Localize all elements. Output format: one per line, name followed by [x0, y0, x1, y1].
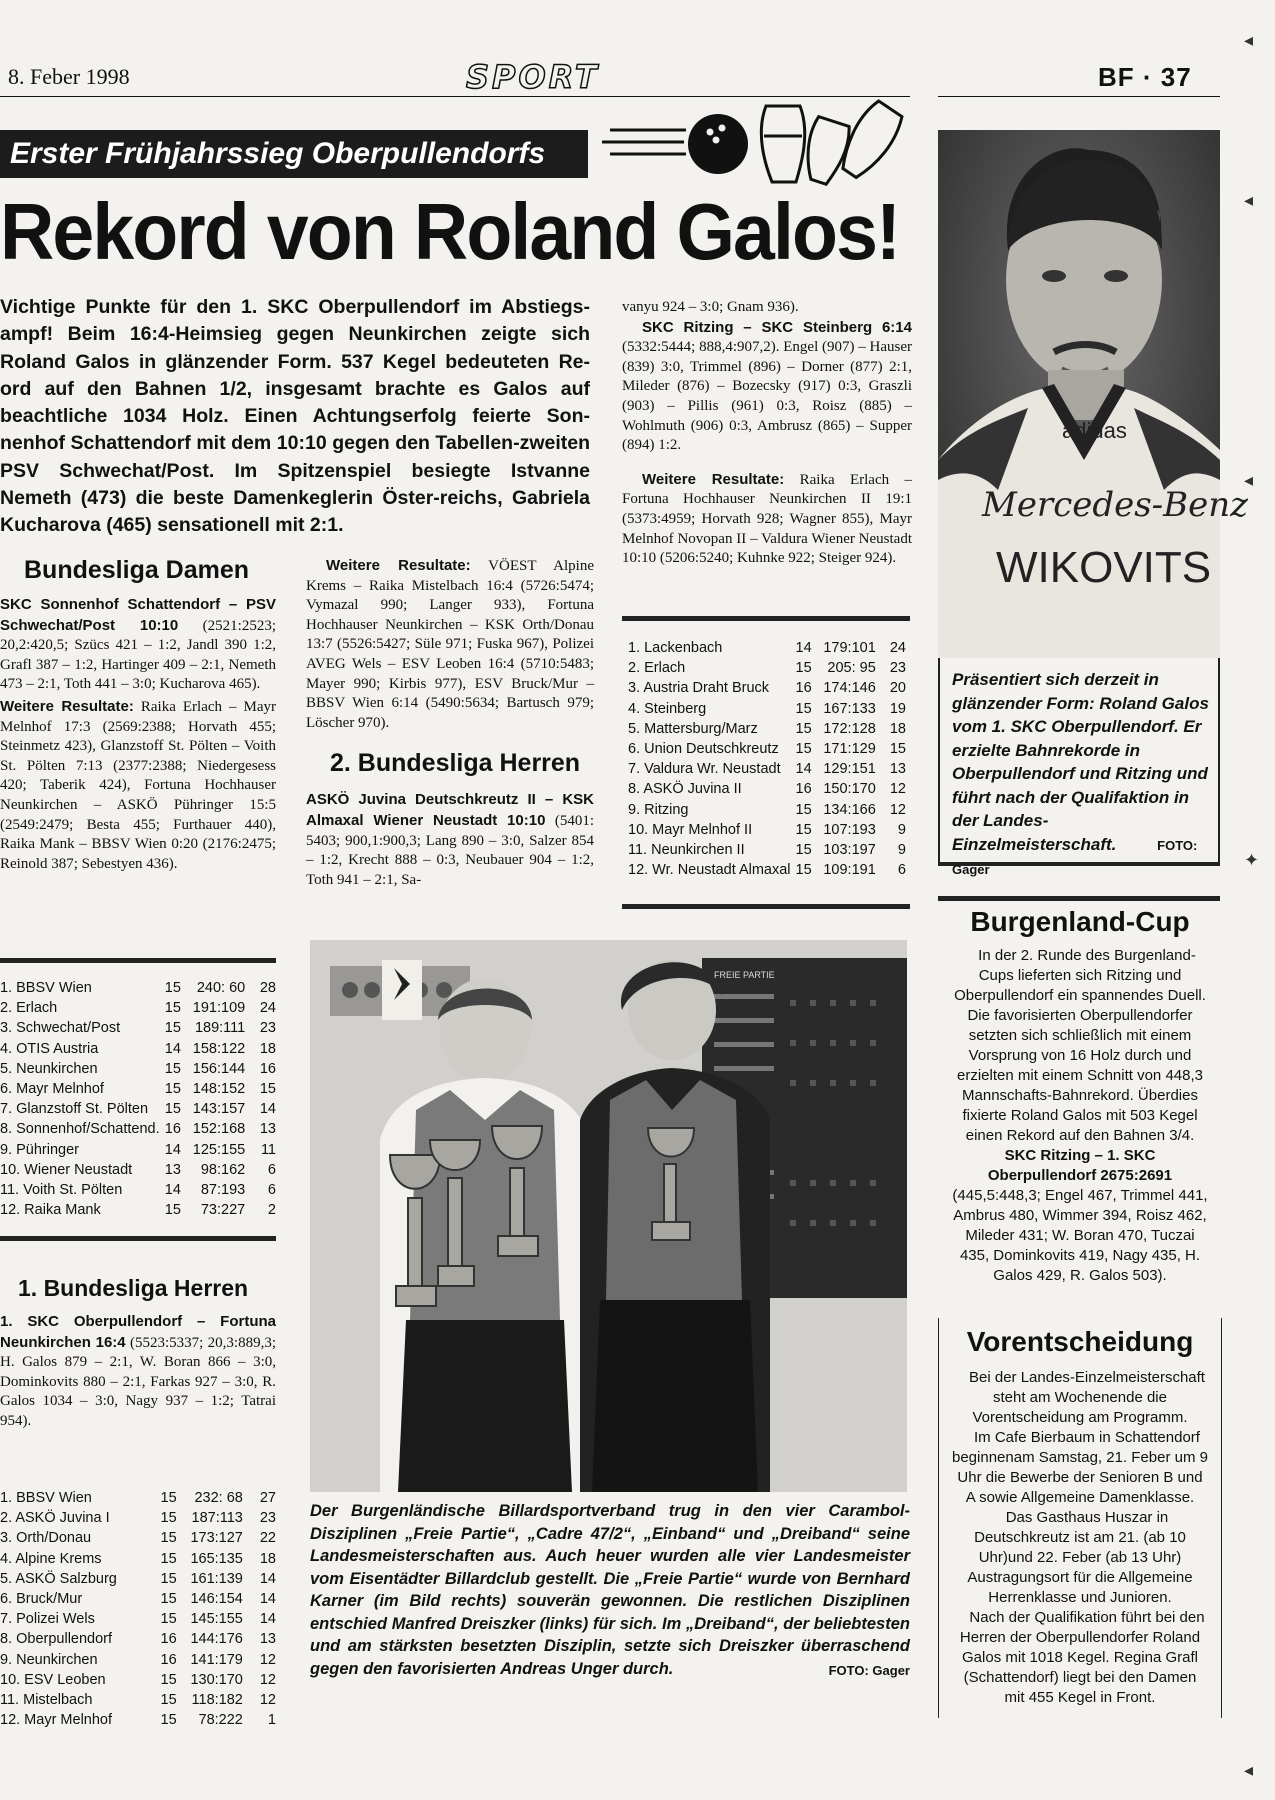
table-rule — [622, 904, 910, 909]
table-row — [628, 820, 906, 840]
games-cell: 15 — [160, 1712, 177, 1729]
portrait-photo — [938, 130, 1249, 658]
points-cell: 125:155 — [192, 1141, 246, 1158]
team-cell: 6. Union Deutschkreutz — [628, 741, 779, 758]
score-cell: 9 — [897, 821, 906, 838]
score-cell: 15 — [259, 1081, 276, 1098]
ritzing-match-text: (5332:5444; 888,4:907,2). Engel (907) – Hauser (839) 3:0, Trimmel (896) – Dorner (877) 2:1, Mileder (876) – Bozecsky (917) 0:3, Graszli (903) – Pillis (961) 0:3, Roisz (885) – Wohlmuth (906) 0:3, Ambrusz (865) – Supper (894) 1:2. — [622, 339, 912, 454]
points-cell: 187:113 — [191, 1510, 243, 1527]
team-cell: 8. Oberpullendorf — [0, 1631, 113, 1648]
standings-table-herren2 — [628, 638, 906, 880]
team-cell: 8. Sonnenhof/Schattend. — [0, 1121, 160, 1138]
table-row — [0, 1079, 276, 1099]
team-cell: 4. Alpine Krems — [0, 1550, 102, 1567]
score-cell: 14 — [259, 1101, 276, 1118]
standings-table-damen — [0, 978, 276, 1220]
portrait-caption-text: Präsentiert sich derzeit in glänzender Form: Roland Galos vom 1. SKC Oberpullendorf. Er erzielte Bahnrekorde in Oberpullendorf und Ritzing und führt nach der Qualifaktion in der Landes-Einzelmeisterschaft. — [952, 670, 1209, 854]
table-row — [0, 1710, 276, 1730]
score-cell: 13 — [259, 1631, 276, 1648]
table-row — [628, 800, 906, 820]
burgenland-cup-heading: Burgenland-Cup — [970, 906, 1190, 937]
games-cell: 15 — [160, 1611, 177, 1628]
games-cell: 14 — [164, 1181, 181, 1198]
games-cell: 15 — [160, 1510, 177, 1527]
score-cell: 19 — [889, 700, 906, 717]
games-cell: 16 — [795, 680, 812, 697]
games-cell: 15 — [795, 700, 812, 717]
score-cell: 18 — [889, 720, 906, 737]
table-row — [0, 1650, 276, 1670]
team-cell: 2. Erlach — [628, 660, 686, 677]
score-cell: 12 — [889, 781, 906, 798]
table-row — [0, 998, 276, 1018]
table-row — [628, 719, 906, 739]
points-cell: 145:155 — [190, 1611, 243, 1628]
score-cell: 18 — [259, 1550, 276, 1567]
table-rule — [0, 958, 276, 963]
points-cell: 98:162 — [200, 1161, 246, 1178]
billiards-photo — [310, 940, 907, 1492]
games-cell: 15 — [164, 1202, 181, 1219]
table-row — [628, 678, 906, 698]
games-cell: 14 — [164, 1141, 181, 1158]
table-row — [628, 699, 906, 719]
points-cell: 109:191 — [823, 862, 876, 879]
table-row — [0, 1039, 276, 1059]
points-cell: 189:111 — [194, 1020, 246, 1037]
score-cell: 23 — [259, 1020, 276, 1037]
team-cell: 10. Mayr Melnhof II — [628, 821, 753, 838]
games-cell: 14 — [795, 640, 812, 657]
team-cell: 9. Neunkirchen — [0, 1651, 98, 1668]
games-cell: 15 — [160, 1591, 177, 1608]
column-3 — [622, 298, 912, 569]
bowling-logo-icon — [596, 92, 916, 192]
table-row — [628, 759, 906, 779]
table-row — [0, 1180, 276, 1200]
points-cell: 107:193 — [823, 821, 876, 838]
burgenland-cup-section — [952, 906, 1208, 1286]
points-cell: 148:152 — [192, 1081, 246, 1098]
column-2 — [306, 556, 594, 890]
games-cell: 15 — [160, 1570, 177, 1587]
points-cell: 134:166 — [823, 801, 876, 818]
points-cell: 73:227 — [200, 1202, 246, 1219]
col3-text-a: vanyu 924 – 3:0; Gnam 936). — [622, 299, 799, 315]
points-cell: 174:146 — [823, 680, 876, 697]
points-cell: 146:154 — [190, 1591, 243, 1608]
shirt-script: Mercedes-Benz — [982, 485, 1249, 525]
points-cell: 141:179 — [190, 1651, 243, 1668]
edge-mark: ◂ — [1244, 470, 1254, 490]
team-cell: 4. OTIS Austria — [0, 1040, 99, 1057]
team-cell: 3. Schwechat/Post — [0, 1020, 121, 1037]
damen-report — [0, 595, 276, 695]
games-cell: 14 — [795, 761, 812, 778]
col2-more-results — [306, 556, 594, 733]
table-row — [0, 1528, 276, 1548]
table-row — [0, 1200, 276, 1220]
games-cell: 16 — [164, 1121, 181, 1138]
col2-more-label: Weitere Resultate: — [326, 557, 471, 574]
score-cell: 14 — [259, 1570, 276, 1587]
team-cell: 11. Neunkirchen II — [628, 841, 745, 858]
score-cell: 23 — [889, 660, 906, 677]
col3-more-text: Raika Erlach – Fortuna Hochhauser Neunkirchen II 19:1 (5373:4959; Horvath 928; Wagner 855), Mayr Melnhof Novopan II – Valdura Wiener Neustadt 10:10 (5206:5240; Kuhnke 922; Steiger 924). — [622, 471, 912, 567]
burgenland-cup-text: In der 2. Runde des Burgenland-Cups lieferten sich Ritzing und Oberpullendorf ein spannendes Duell. Die favorisierten Oberpullendorfer setzten sich schließlich mit einem Vorsprung von 16 Holz durch und erzielten mit einem Schnitt von 448,3 Mannschafts-Bahnrekord. Überdies fixierte Roland Galos mit 503 Kegel einen Rekord auf den Bahnen 3/4. — [954, 947, 1206, 1144]
herren1-report — [0, 1312, 276, 1432]
score-cell: 23 — [259, 1510, 276, 1527]
games-cell: 16 — [795, 781, 812, 798]
section-heading-herren1: 1. Bundesliga Herren — [18, 1275, 249, 1301]
vorentscheidung-box — [938, 1318, 1222, 1718]
burgenland-cup-match-text: (445,5:448,3; Engel 467, Trimmel 441, Ambrus 480, Wimmer 394, Roisz 462, Mileder 431; W. Boran 470, Tuczai 435, Dominkovits 419, Nagy 435, H. Galos 429, R. Galos 503). — [952, 1187, 1208, 1284]
points-cell: 118:182 — [191, 1691, 243, 1708]
table-row — [0, 1569, 276, 1589]
score-cell: 1 — [267, 1712, 276, 1729]
billiards-credit: FOTO: Gager — [828, 1662, 910, 1678]
shirt-name: WIKOVITS — [996, 543, 1212, 592]
points-cell: 205: 95 — [827, 660, 876, 677]
team-cell: 10. ESV Leoben — [0, 1671, 106, 1688]
team-cell: 7. Glanzstoff St. Pölten — [0, 1101, 149, 1118]
points-cell: 152:168 — [192, 1121, 246, 1138]
vorentscheidung-p2: Im Cafe Bierbaum in Schattendorf beginnenam Samstag, 21. Feber um 9 Uhr die Bewerbe der Senioren B und A sowie Allgemeine Damenklasse. — [952, 1429, 1208, 1506]
team-cell: 1. Lackenbach — [628, 640, 723, 657]
billiards-caption — [310, 1500, 910, 1682]
table-row — [628, 658, 906, 678]
team-cell: 1. BBSV Wien — [0, 980, 92, 997]
games-cell: 16 — [160, 1651, 177, 1668]
points-cell: 167:133 — [823, 700, 876, 717]
score-cell: 18 — [259, 1040, 276, 1057]
games-cell: 15 — [795, 821, 812, 838]
score-cell: 12 — [259, 1691, 276, 1708]
page-number: BF · 37 — [1098, 62, 1192, 92]
standings-table-herren1 — [0, 1488, 276, 1730]
team-cell: 1. BBSV Wien — [0, 1490, 92, 1507]
table-row — [0, 1549, 276, 1569]
edge-mark: ◂ — [1244, 1760, 1254, 1780]
herren2-report — [306, 790, 594, 890]
vorentscheidung-p4: Nach der Qualifikation führt bei den Herren der Oberpullendorfer Roland Galos mit 1018 Kegel. Regina Grafl (Schattendorf) liegt bei den Damen mit 455 Kegel in Front. — [959, 1609, 1205, 1706]
vorentscheidung-p1: Bei der Landes-Einzelmeisterschaft steht am Wochenende die Vorentscheidung am Programm. — [969, 1369, 1205, 1426]
box-rule — [938, 896, 1220, 901]
points-cell: 129:151 — [823, 761, 876, 778]
games-cell: 15 — [160, 1691, 177, 1708]
points-cell: 171:129 — [823, 741, 876, 758]
team-cell: 12. Wr. Neustadt Almaxal — [628, 862, 791, 879]
points-cell: 232: 68 — [194, 1490, 243, 1507]
table-row — [0, 978, 276, 998]
table-row — [0, 1099, 276, 1119]
score-cell: 14 — [259, 1611, 276, 1628]
team-cell: 11. Voith St. Pölten — [0, 1181, 123, 1198]
team-cell: 2. ASKÖ Juvina I — [0, 1510, 110, 1527]
col3-more-label: Weitere Resultate: — [642, 470, 785, 488]
games-cell: 15 — [160, 1550, 177, 1567]
section-title: SPORT — [466, 58, 600, 96]
team-cell: 3. Orth/Donau — [0, 1530, 92, 1547]
games-cell: 15 — [795, 741, 812, 758]
score-cell: 13 — [259, 1121, 276, 1138]
score-cell: 12 — [889, 801, 906, 818]
points-cell: 156:144 — [192, 1060, 246, 1077]
herren2-match-text: (5401: 5403; 900,1:900,3; Lang 890 – 3:0, Salzer 854 – 1:2, Krecht 888 – 0:3, Neubauer 904 – 1:2, Toth 941 – 2:1, Sa- — [306, 812, 594, 888]
games-cell: 16 — [160, 1631, 177, 1648]
main-headline: Rekord von Roland Galos! — [0, 187, 900, 276]
table-row — [0, 1119, 276, 1139]
table-row — [0, 1160, 276, 1180]
games-cell: 13 — [164, 1161, 181, 1178]
shirt-brand: adidas — [1062, 418, 1127, 443]
points-cell: 240: 60 — [196, 980, 246, 997]
issue-date: 8. Feber 1998 — [8, 64, 130, 89]
games-cell: 15 — [164, 1020, 181, 1037]
games-cell: 15 — [160, 1671, 177, 1688]
column-1 — [0, 556, 276, 874]
games-cell: 15 — [164, 1060, 181, 1077]
table-row — [0, 1609, 276, 1629]
col3-more-results — [622, 470, 912, 569]
table-row — [0, 1629, 276, 1649]
table-row — [628, 860, 906, 880]
table-row — [0, 1670, 276, 1690]
games-cell: 15 — [795, 841, 812, 858]
team-cell: 5. Mattersburg/Marz — [628, 720, 758, 737]
damen-more-text: Raika Erlach – Mayr Melnhof 17:3 (2569:2388; Horvath 455; Steinmetz 423), Glanzstoff St. Pölten – Voith St. Pölten 7:13 (2377:2388; Niedergesess 420; Taberik 424), Fortuna Hochhauser Neunkirchen – ASKÖ Pühringer 15:5 (2549:2479; Besta 455; Furthauer 440), Raika Mank – BBSV Wien 0:20 (2176:2475; Reinold 387; Sebestyen 436). — [0, 698, 277, 872]
table-row — [0, 1690, 276, 1710]
table-row — [628, 779, 906, 799]
points-cell: 78:222 — [198, 1712, 243, 1729]
team-cell: 5. Neunkirchen — [0, 1060, 98, 1077]
lead-paragraph: Vichtige Punkte für den 1. SKC Oberpullendorf im Abstiegs-ampf! Beim 16:4-Heimsieg gegen Neunkirchen zeigte sich Roland Galos in glänzender Form. 537 Kegel bedeuteten Re-ord auf den Bahnen 1/2, insgesamt brachte es Galos auf beachtliche 1034 Holz. Einen Achtungserfolg feierte Son-nenhof Schattendorf mit dem 10:10 gegen den Tabellen-zweiten PSV Schwechat/Post. Im Spitzenspiel besiegte Istvanne Nemeth (473) die beste Damenkeglerin Öster-reichs, Gabriela Kucharova (465) sensationell mit 2:1. — [0, 296, 590, 537]
games-cell: 15 — [164, 1081, 181, 1098]
games-cell: 15 — [164, 980, 181, 997]
portrait-caption — [952, 668, 1212, 882]
points-cell: 172:128 — [823, 720, 876, 737]
billiards-caption-text: Der Burgenländische Billardsportverband trug in den vier Carambol-Disziplinen „Freie Partie“, „Cadre 47/2“, „Einband“ und „Dreiband“ seine Landesmeisterschaften aus. Auch heuer wurden alle vier Landesmeister vom Eisentädter Billardclub gestellt. Die „Freie Partie“ wurde von Bernhard Karner (im Bild rechts) souverän gewonnen. Die restlichen Disziplinen entschied Manfred Dreiszker (links) für sich. Im „Dreiband“, der beliebtesten und am stärksten besetzten Disziplin, setzte sich Dreiszker überraschend gegen den favorisierten Andreas Unger durch. — [310, 1502, 910, 1678]
points-cell: 143:157 — [192, 1101, 246, 1118]
vorentscheidung-heading: Vorentscheidung — [966, 1326, 1194, 1357]
ritzing-match: SKC Ritzing – SKC Steinberg 6:14 — [642, 318, 912, 336]
score-cell: 9 — [897, 841, 906, 858]
team-cell: 8. ASKÖ Juvina II — [628, 781, 742, 798]
team-cell: 7. Valdura Wr. Neustadt — [628, 761, 781, 778]
billiards-image — [310, 940, 907, 1492]
team-cell: 10. Wiener Neustadt — [0, 1161, 133, 1178]
points-cell: 103:197 — [823, 841, 876, 858]
games-cell: 15 — [164, 1000, 181, 1017]
burgenland-cup-report — [952, 1146, 1208, 1286]
table-row — [0, 1059, 276, 1079]
edge-mark: ◂ — [1244, 190, 1254, 210]
score-cell: 2 — [267, 1202, 276, 1219]
team-cell: 2. Erlach — [0, 1000, 58, 1017]
games-cell: 15 — [795, 720, 812, 737]
games-cell: 15 — [795, 660, 812, 677]
edge-mark: ◂ — [1244, 30, 1254, 50]
damen-match-text: (2521:2523; 20,2:420,5; Szücs 421 – 1:2, Jandl 390 1:2, Grafl 387 – 1:2, Hartinger 409 – 2:1, Nemeth 473 – 2:1, Toth 441 – 3:0; Kucharova 465). — [0, 617, 276, 693]
table-rule — [0, 1236, 276, 1241]
points-cell: 179:101 — [823, 640, 876, 657]
games-cell: 15 — [160, 1490, 177, 1507]
ritzing-report — [622, 318, 912, 456]
portrait-image — [938, 130, 1249, 658]
masthead-rule-right — [938, 96, 1220, 97]
team-cell: 9. Pühringer — [0, 1141, 79, 1158]
table-row — [0, 1508, 276, 1528]
games-cell: 15 — [795, 862, 812, 879]
section-heading-herren2: 2. Bundesliga Herren — [330, 749, 581, 778]
herren2-match: ASKÖ Juvina Deutschkreutz II – KSK Almaxal Wiener Neustadt 10:10 — [306, 791, 594, 829]
kicker-bar: Erster Frühjahrssieg Oberpullendorfs — [0, 130, 588, 178]
team-cell: 7. Polizei Wels — [0, 1611, 95, 1628]
points-cell: 158:122 — [192, 1040, 246, 1057]
team-cell: 12. Mayr Melnhof — [0, 1712, 113, 1729]
table-row — [628, 638, 906, 658]
burgenland-cup-match: SKC Ritzing – 1. SKC Oberpullendorf 2675:2691 — [987, 1147, 1173, 1184]
score-cell: 27 — [259, 1490, 276, 1507]
team-cell: 5. ASKÖ Salzburg — [0, 1570, 117, 1587]
points-cell: 191:109 — [192, 1000, 246, 1017]
score-cell: 20 — [889, 680, 906, 697]
score-cell: 11 — [260, 1141, 276, 1158]
table-row — [0, 1589, 276, 1609]
games-cell: 14 — [164, 1040, 181, 1057]
damen-match: SKC Sonnenhof Schattendorf – PSV Schwechat/Post 10:10 — [0, 596, 276, 634]
vorentscheidung-p3: Das Gasthaus Huszar in Deutschkreutz ist am 21. (ab 10 Uhr)und 22. Feber (ab 13 Uhr) Austragungsort für die Allgemeine Herrenklasse und Junioren. — [967, 1509, 1193, 1606]
table-row — [628, 840, 906, 860]
team-cell: 6. Mayr Melnhof — [0, 1081, 104, 1098]
score-cell: 14 — [259, 1591, 276, 1608]
score-cell: 12 — [259, 1671, 276, 1688]
damen-more-results — [0, 697, 276, 874]
score-cell: 6 — [267, 1181, 276, 1198]
col2-more-text: VÖEST Alpine Krems – Raika Mistelbach 16:4 (5726:5474; Vymazal 990; Langer 933), Fortuna Hochhauser Neunkirchen – KSK Orth/Donau 13:7 (5526:5427; Süle 971; Fuska 967), Polizei AVEG Wels – ESV Leoben 16:4 (5710:5483; Mayer 990; Kirbis 977), ESV Bruck/Mur – BBSV Wien 6:14 (5490:5634; Bartusch 979; Löscher 970). — [306, 558, 594, 731]
team-cell: 3. Austria Draht Bruck — [628, 680, 770, 697]
points-cell: 161:139 — [190, 1570, 243, 1587]
table-rule — [622, 616, 910, 621]
table-row — [0, 1018, 276, 1038]
games-cell: 15 — [795, 801, 812, 818]
section-heading-damen: Bundesliga Damen — [24, 556, 250, 584]
score-cell: 22 — [259, 1530, 276, 1547]
score-cell: 28 — [259, 980, 276, 997]
score-cell: 12 — [259, 1651, 276, 1668]
points-cell: 165:135 — [190, 1550, 243, 1567]
score-cell: 13 — [889, 761, 906, 778]
edge-mark: ✦ — [1244, 850, 1260, 870]
damen-more-label: Weitere Resultate: — [0, 697, 134, 715]
points-cell: 87:193 — [200, 1181, 246, 1198]
points-cell: 130:170 — [190, 1671, 243, 1688]
portrait-credit: FOTO: Gager — [952, 837, 1198, 877]
score-cell: 15 — [889, 741, 906, 758]
table-row — [628, 739, 906, 759]
score-cell: 24 — [259, 1000, 276, 1017]
games-cell: 15 — [164, 1101, 181, 1118]
team-cell: 11. Mistelbach — [0, 1691, 93, 1708]
team-cell: 6. Bruck/Mur — [0, 1591, 83, 1608]
score-cell: 6 — [897, 862, 906, 879]
score-cell: 16 — [259, 1060, 276, 1077]
column-1-lower — [0, 1275, 276, 1432]
herren1-match: 1. SKC Oberpullendorf – Fortuna Neunkirchen 16:4 — [0, 1313, 276, 1351]
points-cell: 173:127 — [190, 1530, 243, 1547]
score-cell: 6 — [267, 1161, 276, 1178]
table-row — [0, 1488, 276, 1508]
score-cell: 24 — [889, 640, 906, 657]
games-cell: 15 — [160, 1530, 177, 1547]
team-cell: 4. Steinberg — [628, 700, 707, 717]
team-cell: 12. Raika Mank — [0, 1202, 101, 1219]
points-cell: 150:170 — [823, 781, 876, 798]
table-row — [0, 1140, 276, 1160]
team-cell: 9. Ritzing — [628, 801, 689, 818]
points-cell: 144:176 — [190, 1631, 243, 1648]
herren1-match-text: (5523:5337; 20,3:889,3; H. Galos 879 – 2:1, W. Boran 866 – 3:0, Dominkovits 880 – 2:1, Farkas 927 – 3:0, R. Galos 1034 – 3:0, Nagy 937 – 1:2; Tatrai 954). — [0, 1334, 276, 1429]
board-label-1: FREIE PARTIE — [714, 970, 775, 980]
